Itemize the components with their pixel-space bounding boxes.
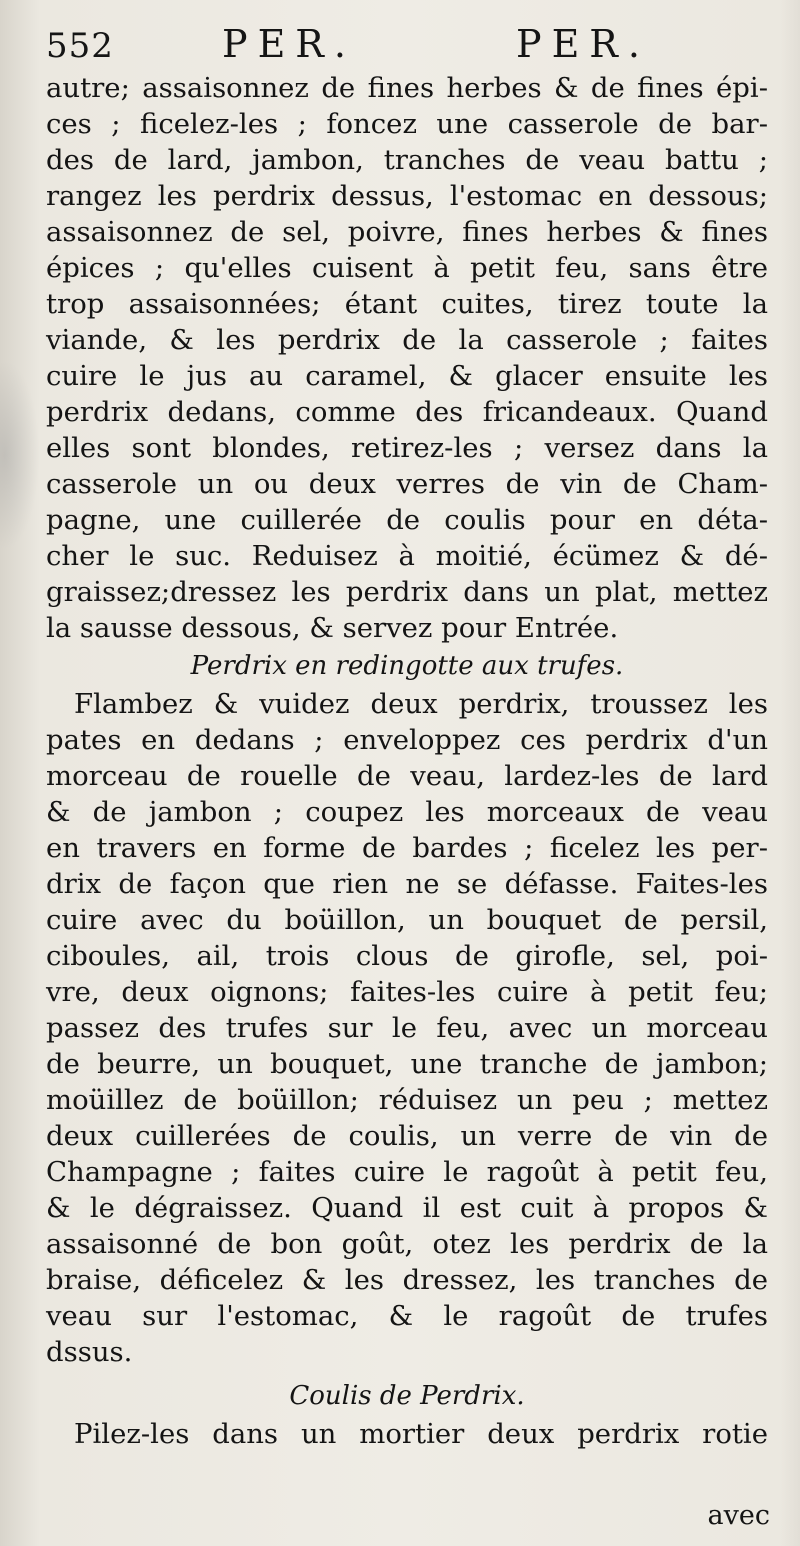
text-line: perdrix dedans, comme des fricandeaux. Quand: [46, 396, 768, 428]
text-line: cuire avec du boüillon, un bouquet de persil,: [46, 904, 768, 936]
text-line: graissez;dressez les perdrix dans un plat, mettez: [46, 576, 768, 608]
text-line: assaisonné de bon goût, otez les perdrix de la: [46, 1228, 768, 1260]
text-line: casserole un ou deux verres de vin de Cham-: [46, 468, 768, 500]
section-heading: Coulis de Perdrix.: [289, 1381, 525, 1411]
text-line: elles sont blondes, retirez-les ; versez dans la: [46, 432, 768, 464]
page-header: [46, 22, 786, 72]
text-line: cher le suc. Reduisez à moitié, écümez & dé-: [46, 540, 768, 572]
text-line: drix de façon que rien ne se défasse. Faites-les: [46, 868, 768, 900]
text-line: trop assaisonnées; étant cuites, tirez toute la: [46, 288, 768, 320]
text-line: & de jambon ; coupez les morceaux de veau: [46, 796, 768, 828]
text-line: veau sur l'estomac, & le ragoût de trufes: [46, 1300, 768, 1332]
text-line: assaisonnez de sel, poivre, fines herbes & fines: [46, 216, 768, 248]
page-stain: [0, 360, 40, 550]
text-line: viande, & les perdrix de la casserole ; faites: [46, 324, 768, 356]
text-line: en travers en forme de bardes ; ficelez les per-: [46, 832, 768, 864]
text-line: morceau de rouelle de veau, lardez-les de lard: [46, 760, 768, 792]
text-line: rangez les perdrix dessus, l'estomac en dessous;: [46, 180, 768, 212]
text-line: pagne, une cuillerée de coulis pour en déta-: [46, 504, 768, 536]
text-line: dssus.: [46, 1336, 133, 1368]
text-line: épices ; qu'elles cuisent à petit feu, sans être: [46, 252, 768, 284]
catchword: avec: [707, 1500, 770, 1531]
text-line: de beurre, un bouquet, une tranche de jambon;: [46, 1048, 768, 1080]
text-line: ces ; ficelez-les ; foncez une casserole de bar-: [46, 108, 768, 140]
text-line: Pilez-les dans un mortier deux perdrix rotie: [74, 1418, 768, 1450]
running-head-left: PER.: [222, 22, 356, 66]
text-line: Champagne ; faites cuire le ragoût à petit feu,: [46, 1156, 768, 1188]
text-line: des de lard, jambon, tranches de veau battu ;: [46, 144, 768, 176]
text-line: Flambez & vuidez deux perdrix, troussez les: [74, 688, 768, 720]
text-line: ciboules, ail, trois clous de girofle, sel, poi-: [46, 940, 768, 972]
text-line: moüillez de boüillon; réduisez un peu ; mettez: [46, 1084, 768, 1116]
text-line: passez des trufes sur le feu, avec un morceau: [46, 1012, 768, 1044]
text-line: deux cuillerées de coulis, un verre de vin de: [46, 1120, 768, 1152]
text-line: cuire le jus au caramel, & glacer ensuite les: [46, 360, 768, 392]
section-heading: Perdrix en redingotte aux trufes.: [190, 651, 624, 681]
running-head-right: PER.: [516, 22, 650, 66]
text-line: la sausse dessous, & servez pour Entrée.: [46, 612, 619, 644]
page-number: 552: [46, 26, 114, 66]
text-line: autre; assaisonnez de fines herbes & de fines épi-: [46, 72, 768, 104]
text-line: braise, déficelez & les dressez, les tranches de: [46, 1264, 768, 1296]
text-line: & le dégraissez. Quand il est cuit à propos &: [46, 1192, 768, 1224]
text-line: pates en dedans ; enveloppez ces perdrix d'un: [46, 724, 768, 756]
text-line: vre, deux oignons; faites-les cuire à petit feu;: [46, 976, 768, 1008]
